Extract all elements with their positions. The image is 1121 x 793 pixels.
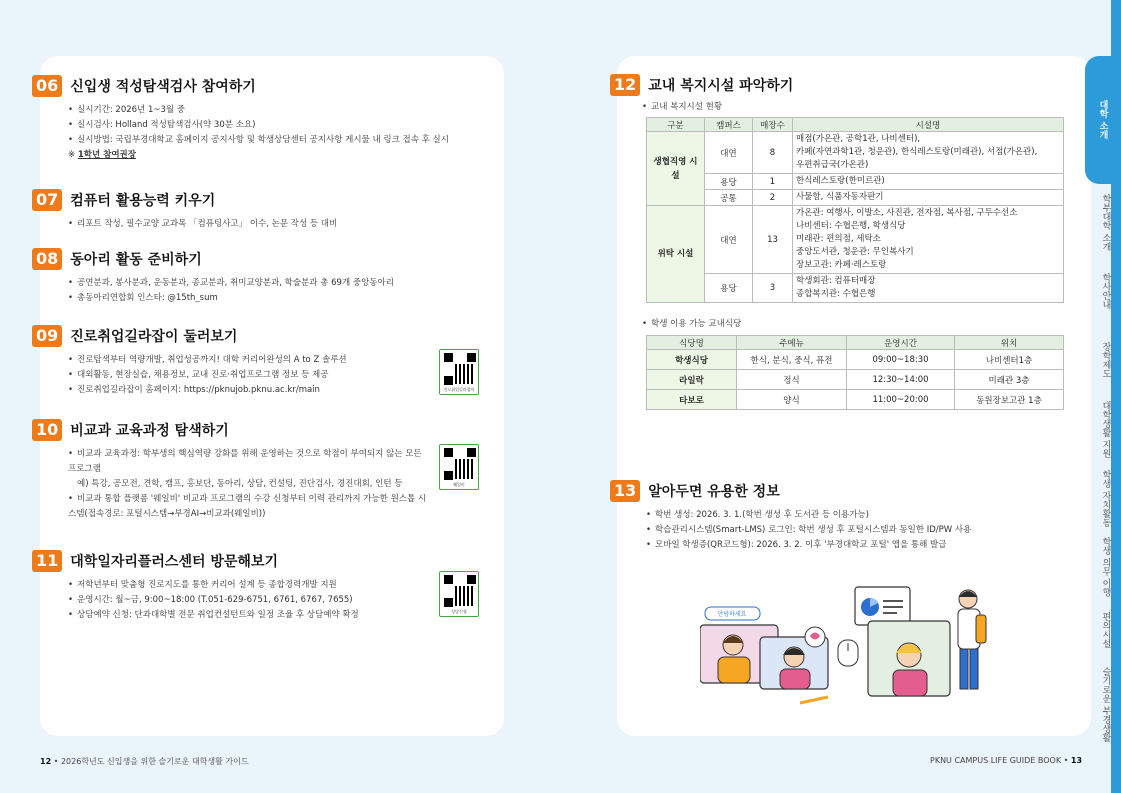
menu-cell: 한식, 분식, 중식, 퓨전 [737, 350, 847, 370]
list-item: • 리포트 작성, 필수교양 교과목 「컴퓨팅사고」 이수, 논문 작성 등 대비 [68, 219, 338, 229]
list-item: • 모바일 학생증(QR코드형): 2026. 3. 2. 이후 '부경대학교 포털' 앱을 통해 발급 [646, 540, 947, 550]
section-number: 10 [32, 419, 62, 441]
facility-cell [793, 132, 1064, 174]
list-item: • 대외활동, 현장실습, 채용정보, 교내 진로·취업프로그램 정보 등 제공 [68, 370, 329, 380]
list-item: • 실시기간: 2026년 1~3월 중 [68, 105, 186, 115]
table-header: 주메뉴 [737, 336, 847, 350]
facility-cell [793, 274, 1064, 303]
section-title: 비교과 교육과정 탐색하기 [70, 423, 229, 439]
subheading: • 학생 이용 가능 교내식당 [642, 319, 742, 329]
facility-line: 우편취급국(가온관) [796, 160, 869, 170]
table-header: 구분 [647, 118, 705, 132]
campus-cell: 대연 [705, 206, 753, 274]
menu-cell: 정식 [737, 370, 847, 390]
name-cell: 라일락 [647, 370, 737, 390]
facility-line: 학생회관: 컴퓨터매장 [796, 276, 876, 286]
section-08 [32, 248, 394, 306]
facility-table [646, 117, 1064, 303]
table-header: 위치 [955, 336, 1064, 350]
section-number: 09 [32, 325, 62, 347]
list-item: • 상담예약 신청: 단과대학별 전문 취업컨설턴트와 일정 조율 후 상담예약 확정 [68, 610, 359, 620]
group-cell: 생협직영 시설 [647, 132, 705, 206]
section-title: 동아리 활동 준비하기 [70, 252, 202, 268]
section-title: 알아두면 유용한 정보 [648, 484, 780, 500]
section-09 [32, 325, 347, 398]
section-number: 06 [32, 75, 62, 97]
section-13 [610, 480, 971, 553]
tab-college-intro[interactable]: 학부대학 소개 [1100, 193, 1111, 251]
tab-campus-life[interactable]: 대학생활 지원 [1100, 400, 1111, 458]
count-cell: 13 [753, 206, 793, 274]
facility-line: 카페(자연과학1관, 청운관), 한식레스토랑(미래관), 서점(가온관), [796, 147, 1038, 157]
facility-line: 한식레스토랑(한미르관) [796, 176, 885, 186]
section-number: 07 [32, 189, 62, 211]
list-item: • 실시검사: Holland 적성탐색검사(약 30분 소요) [68, 120, 256, 130]
page-number: 13 [1070, 756, 1083, 765]
table-row [647, 132, 1064, 174]
count-cell: 3 [753, 274, 793, 303]
name-cell: 학생식당 [647, 350, 737, 370]
time-cell: 11:00~20:00 [847, 390, 955, 410]
list-item: • 공연분과, 봉사분과, 운동분과, 종교분과, 취미교양분과, 학술분과 총 69개 중앙동아리 [68, 278, 394, 288]
list-item[interactable]: • 진로취업길라잡이 홈페이지: https://pknujob.pknu.ac.kr/main [68, 385, 320, 395]
qr-code-icon [444, 353, 476, 385]
count-cell: 2 [753, 190, 793, 206]
table-row [647, 206, 1064, 274]
section-10 [32, 419, 428, 522]
count-cell: 8 [753, 132, 793, 174]
subheading: • 교내 복지시설 현황 [642, 102, 723, 112]
table-row [647, 370, 1064, 390]
page-number: 12 [40, 757, 52, 766]
qr-code-consult[interactable]: 상담신청 [439, 571, 479, 617]
table-header: 식당명 [647, 336, 737, 350]
loc-cell: 동원장보고관 1층 [955, 390, 1064, 410]
campus-cell: 대연 [705, 132, 753, 174]
tab-smart-life[interactable]: 슬기로운 부경생활 [1100, 666, 1111, 742]
tab-student-duty[interactable]: 학생 의무 이행 [1100, 537, 1111, 597]
list-item: • 진로탐색부터 역량개발, 취업성공까지! 대학 커리어완성의 A to Z 솔루션 [68, 355, 347, 365]
facility-line: 종합복지관: 수협은행 [796, 289, 876, 299]
facility-line: 미래관: 편의점, 세탁소 [796, 234, 881, 244]
online-meeting-illustration [700, 585, 1000, 720]
facility-cell [793, 190, 1064, 206]
section-title: 대학일자리플러스센터 방문해보기 [70, 554, 278, 570]
tab-student-activity[interactable]: 학생 자치활동 [1100, 469, 1111, 527]
table-row [647, 174, 1064, 190]
section-title: 진로취업길라잡이 둘러보기 [70, 329, 238, 345]
list-item: • 저학년부터 맞춤형 진로지도를 통한 커리어 설계 등 종합경력개발 지원 [68, 580, 337, 590]
section-title: 컴퓨터 활용능력 키우기 [70, 193, 216, 209]
section-number: 13 [610, 480, 640, 502]
campus-cell: 공통 [705, 190, 753, 206]
table-row [647, 350, 1064, 370]
section-07 [32, 189, 337, 232]
campus-cell: 용당 [705, 274, 753, 303]
loc-cell: 나비센터1층 [955, 350, 1064, 370]
facility-cell [793, 174, 1064, 190]
list-item: • 학습관리시스템(Smart-LMS) 로그인: 학번 생성 후 포털시스템과 동일한 ID/PW 사용 [646, 525, 972, 535]
table-header: 시설명 [793, 118, 1064, 132]
right-footer: PKNU CAMPUS LIFE GUIDE BOOK • 13 [930, 756, 1083, 765]
count-cell: 1 [753, 174, 793, 190]
list-item: • 총동아리연합회 인스타: @15th_sum [68, 293, 218, 303]
left-footer: 12 • 2026학년도 신입생을 위한 슬기로운 대학생활 가이드 [40, 757, 249, 766]
table-row [647, 390, 1064, 410]
name-cell: 타보로 [647, 390, 737, 410]
tab-scholarship[interactable]: 장학제도 [1100, 342, 1111, 378]
table-row [647, 190, 1064, 206]
section-number: 12 [610, 74, 640, 96]
tab-facilities[interactable]: 편의시설 [1100, 612, 1111, 648]
facility-line: 사물함, 식품자동자판기 [796, 192, 884, 202]
cafeteria-table [646, 335, 1064, 410]
speech-bubble-text: 안녕하세요 [717, 611, 747, 618]
qr-code-whalebe[interactable]: 웨일비 [439, 444, 479, 490]
section-12 [610, 74, 1080, 410]
table-header: 캠퍼스 [705, 118, 753, 132]
time-cell: 09:00~18:30 [847, 350, 955, 370]
section-title: 교내 복지시설 파악하기 [648, 78, 794, 94]
section-11 [32, 550, 359, 623]
menu-cell: 양식 [737, 390, 847, 410]
tab-academic-guide[interactable]: 학사안내 [1100, 273, 1111, 309]
facility-line: 장보고관: 카페·레스토랑 [796, 260, 887, 270]
group-cell: 위탁 시설 [647, 206, 705, 303]
list-item: • 비교과 교육과정: 학부생의 핵심역량 강화를 위해 운영하는 것으로 학점이 부여되지 않는 모든 프로그램 [68, 449, 422, 474]
list-item: • 학번 생성: 2026. 3. 1.(학번 생성 후 도서관 등 이용가능) [646, 510, 869, 520]
facility-line: 중앙도서관, 청운관: 무인복사기 [796, 247, 914, 257]
list-item: • 비교과 통합 플랫폼 '웨일비' 비교과 프로그램의 수강 신청부터 이력 관리까지 가능한 원스톱 시스템(접속경로: 포털시스템→부경AI→비교과(웨일비)) [68, 494, 427, 519]
table-header: 운영시간 [847, 336, 955, 350]
facility-line: 매점(가온관, 공학1관, 나비센터), [796, 134, 921, 144]
list-item: • 실시방법: 국립부경대학교 홈페이지 공지사항 및 학생상담센터 공지사항 게시물 내 링크 접속 후 실시 [68, 135, 449, 145]
qr-code-career[interactable]: 진로취업길라잡이 [439, 349, 479, 395]
qr-code-icon [444, 575, 476, 607]
loc-cell: 미래관 3층 [955, 370, 1064, 390]
section-number: 08 [32, 248, 62, 270]
facility-cell [793, 206, 1064, 274]
qr-code-icon [444, 448, 476, 480]
list-item: 예) 특강, 공모전, 견학, 캠프, 홍보단, 동아리, 상담, 컨설팅, 진단검사, 경진대회, 인턴 등 [77, 479, 403, 489]
section-number: 11 [32, 550, 62, 572]
chapter-tabs [1091, 56, 1121, 746]
facility-line: 나비센터: 수협은행, 학생식당 [796, 221, 906, 231]
facility-line: 가온관: 여행사, 이발소, 사진관, 전자점, 복사점, 구두수선소 [796, 208, 1018, 218]
time-cell: 12:30~14:00 [847, 370, 955, 390]
campus-cell: 용당 [705, 174, 753, 190]
table-row [647, 274, 1064, 303]
section-06 [32, 75, 449, 163]
section-title: 신입생 적성탐색검사 참여하기 [70, 79, 256, 95]
table-header: 매장수 [753, 118, 793, 132]
tab-university-intro[interactable]: 대학 소개 [1085, 56, 1121, 184]
note: ※ 1학년 참여권장 [68, 150, 136, 160]
list-item: • 운영시간: 월~금, 9:00~18:00 (T.051-629-6751, 6761, 6767, 7655) [68, 595, 353, 605]
